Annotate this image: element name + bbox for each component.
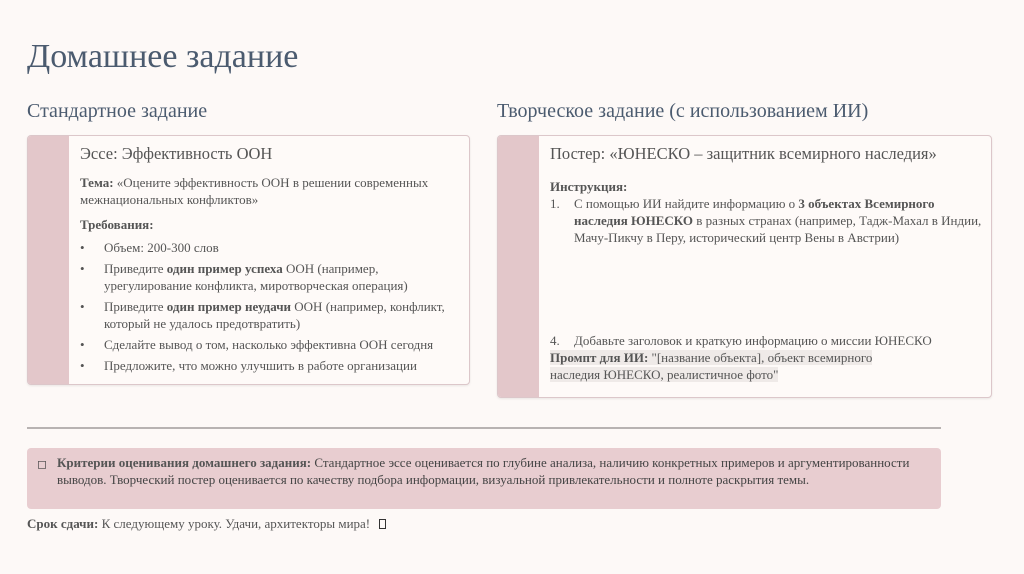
requirements-list bbox=[80, 239, 463, 374]
card-accent-bar bbox=[28, 136, 69, 384]
page-title: Домашнее задание bbox=[27, 38, 299, 75]
creative-task-heading: Творческое задание (с использованием ИИ) bbox=[497, 100, 869, 122]
instruction-list bbox=[550, 195, 985, 349]
list-item: • Объем: 200-300 слов bbox=[80, 239, 463, 256]
deadline: Срок сдачи: К следующему уроку. Удачи, архитекторы мира! bbox=[27, 516, 386, 532]
grading-criteria-box: ◻ Критерии оценивания домашнего задания: Стандартное эссе оценивается по глубине анализа, наличию конкретных примеров и аргументированности выводов. Творческий постер оценивается по качеству подбора информации, визуальной привлекательности и полноте раскрытия темы. bbox=[27, 448, 941, 509]
note-icon: ◻ bbox=[37, 457, 47, 471]
poster-title: Постер: «ЮНЕСКО – защитник всемирного наследия» bbox=[550, 144, 937, 163]
ai-prompt: Промпт для ИИ: "[название объекта], объект всемирного наследия ЮНЕСКО, реалистичное фото" bbox=[550, 350, 873, 382]
placeholder-glyph-icon bbox=[379, 519, 386, 529]
divider bbox=[27, 427, 941, 429]
poster-card bbox=[497, 135, 992, 398]
essay-title: Эссе: Эффективность ООН bbox=[80, 144, 273, 163]
list-item: • Приведите один пример успеха ООН (например, урегулирование конфликта, миротворческая операция) bbox=[80, 260, 463, 294]
instruction-label: Инструкция: bbox=[550, 179, 628, 194]
list-item: 4. Добавьте заголовок и краткую информацию о миссии ЮНЕСКО bbox=[550, 333, 932, 348]
list-item: • Предложите, что можно улучшить в работе организации bbox=[80, 357, 463, 374]
essay-topic: Тема: «Оцените эффективность ООН в решении современных межнациональных конфликтов» bbox=[80, 175, 429, 207]
requirements-label: Требования: bbox=[80, 217, 154, 232]
essay-card bbox=[27, 135, 470, 385]
list-item: 1. С помощью ИИ найдите информацию о 3 объектах Всемирного наследия ЮНЕСКО в разных странах (например, Тадж-Махал в Индии, Мачу-Пикчу в Перу, исторический центр Вены в Австрии) bbox=[550, 196, 982, 245]
list-item: • Сделайте вывод о том, насколько эффективна ООН сегодня bbox=[80, 336, 463, 353]
card-accent-bar bbox=[498, 136, 539, 397]
list-item: • Приведите один пример неудачи ООН (например, конфликт, который не удалось предотвратить) bbox=[80, 298, 463, 332]
standard-task-heading: Стандартное задание bbox=[27, 100, 208, 122]
